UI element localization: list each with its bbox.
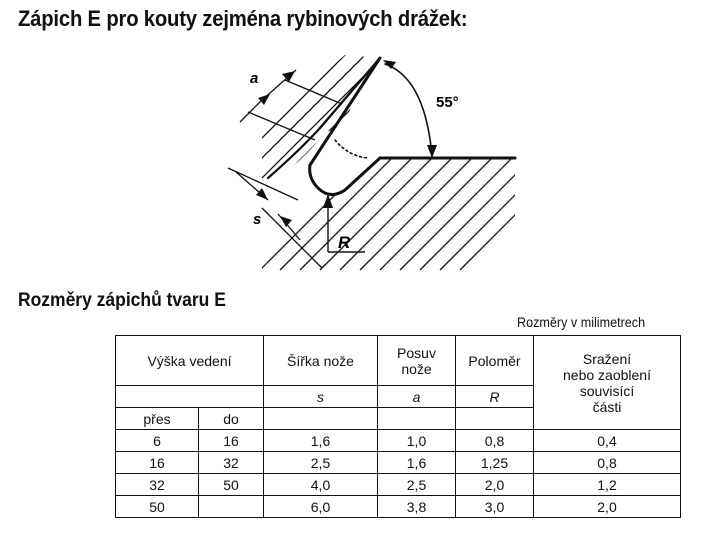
- table-row: [116, 474, 681, 496]
- radius-label: R: [338, 233, 351, 252]
- cell-R: 0,8: [456, 430, 534, 452]
- col-feed-header: [378, 336, 456, 386]
- cell-chamfer: 2,0: [534, 496, 681, 518]
- cell-to: 32: [199, 452, 264, 474]
- cell-a: 3,8: [378, 496, 456, 518]
- units-note: Rozměry v milimetrech: [517, 314, 646, 330]
- symbol-R: R: [456, 386, 534, 408]
- angle-label: 55°: [436, 94, 459, 111]
- header-row: [116, 336, 681, 386]
- col-chamfer-line-2: nebo zaoblení: [563, 366, 651, 383]
- dimension-a-label: a: [250, 70, 259, 87]
- dimension-s-label: s: [253, 211, 262, 228]
- cell-s: 4,0: [264, 474, 378, 496]
- cell-over: 32: [116, 474, 199, 496]
- cell-to: [199, 496, 264, 518]
- symbol-s: s: [264, 386, 378, 408]
- sub-to: do: [199, 408, 264, 430]
- page-title: Zápich E pro kouty zejména rybinových drážek:: [18, 6, 468, 31]
- upper-hatching: [250, 50, 430, 230]
- blank-cell: [378, 408, 456, 430]
- symbol-a: a: [378, 386, 456, 408]
- cell-to: 16: [199, 430, 264, 452]
- col-chamfer-header: [534, 336, 681, 430]
- blank-cell: [456, 408, 534, 430]
- cell-chamfer: 0,8: [534, 452, 681, 474]
- angle-arrows: [383, 60, 437, 158]
- col-radius-header: Poloměr: [456, 336, 534, 386]
- lower-hatching: [260, 150, 580, 270]
- cell-to: 50: [199, 474, 264, 496]
- cell-over: 6: [116, 430, 199, 452]
- sub-over: přes: [116, 408, 199, 430]
- radius-arrow: [323, 194, 333, 208]
- cell-over: 16: [116, 452, 199, 474]
- table-row: [116, 496, 681, 518]
- dimension-s: [228, 168, 322, 268]
- col-feed-line-1: Posuv: [397, 344, 436, 361]
- part-contour: [268, 58, 515, 195]
- blank-cell: [116, 386, 264, 408]
- cell-s: 2,5: [264, 452, 378, 474]
- cell-R: 2,0: [456, 474, 534, 496]
- col-chamfer-line-1: Sražení: [582, 350, 632, 367]
- cell-s: 1,6: [264, 430, 378, 452]
- col-width-header: Šířka nože: [264, 336, 378, 386]
- cell-R: 3,0: [456, 496, 534, 518]
- cell-R: 1,25: [456, 452, 534, 474]
- cell-a: 2,5: [378, 474, 456, 496]
- col-feed-line-2: nože: [401, 360, 432, 377]
- cell-s: 6,0: [264, 496, 378, 518]
- dimensions-table: [115, 335, 681, 518]
- blank-cell: [264, 408, 378, 430]
- dimension-s-arrows: [256, 188, 292, 227]
- table-row: [116, 430, 681, 452]
- table-title: Rozměry zápichů tvaru E: [18, 290, 226, 311]
- table-row: [116, 452, 681, 474]
- cell-chamfer: 1,2: [534, 474, 681, 496]
- cell-over: 50: [116, 496, 199, 518]
- col-chamfer-line-3: souvisící: [579, 382, 635, 399]
- cell-a: 1,6: [378, 452, 456, 474]
- cell-a: 1,0: [378, 430, 456, 452]
- col-chamfer-line-4: části: [592, 398, 622, 415]
- cell-chamfer: 0,4: [534, 430, 681, 452]
- col-height-header: Výška vedení: [116, 336, 264, 386]
